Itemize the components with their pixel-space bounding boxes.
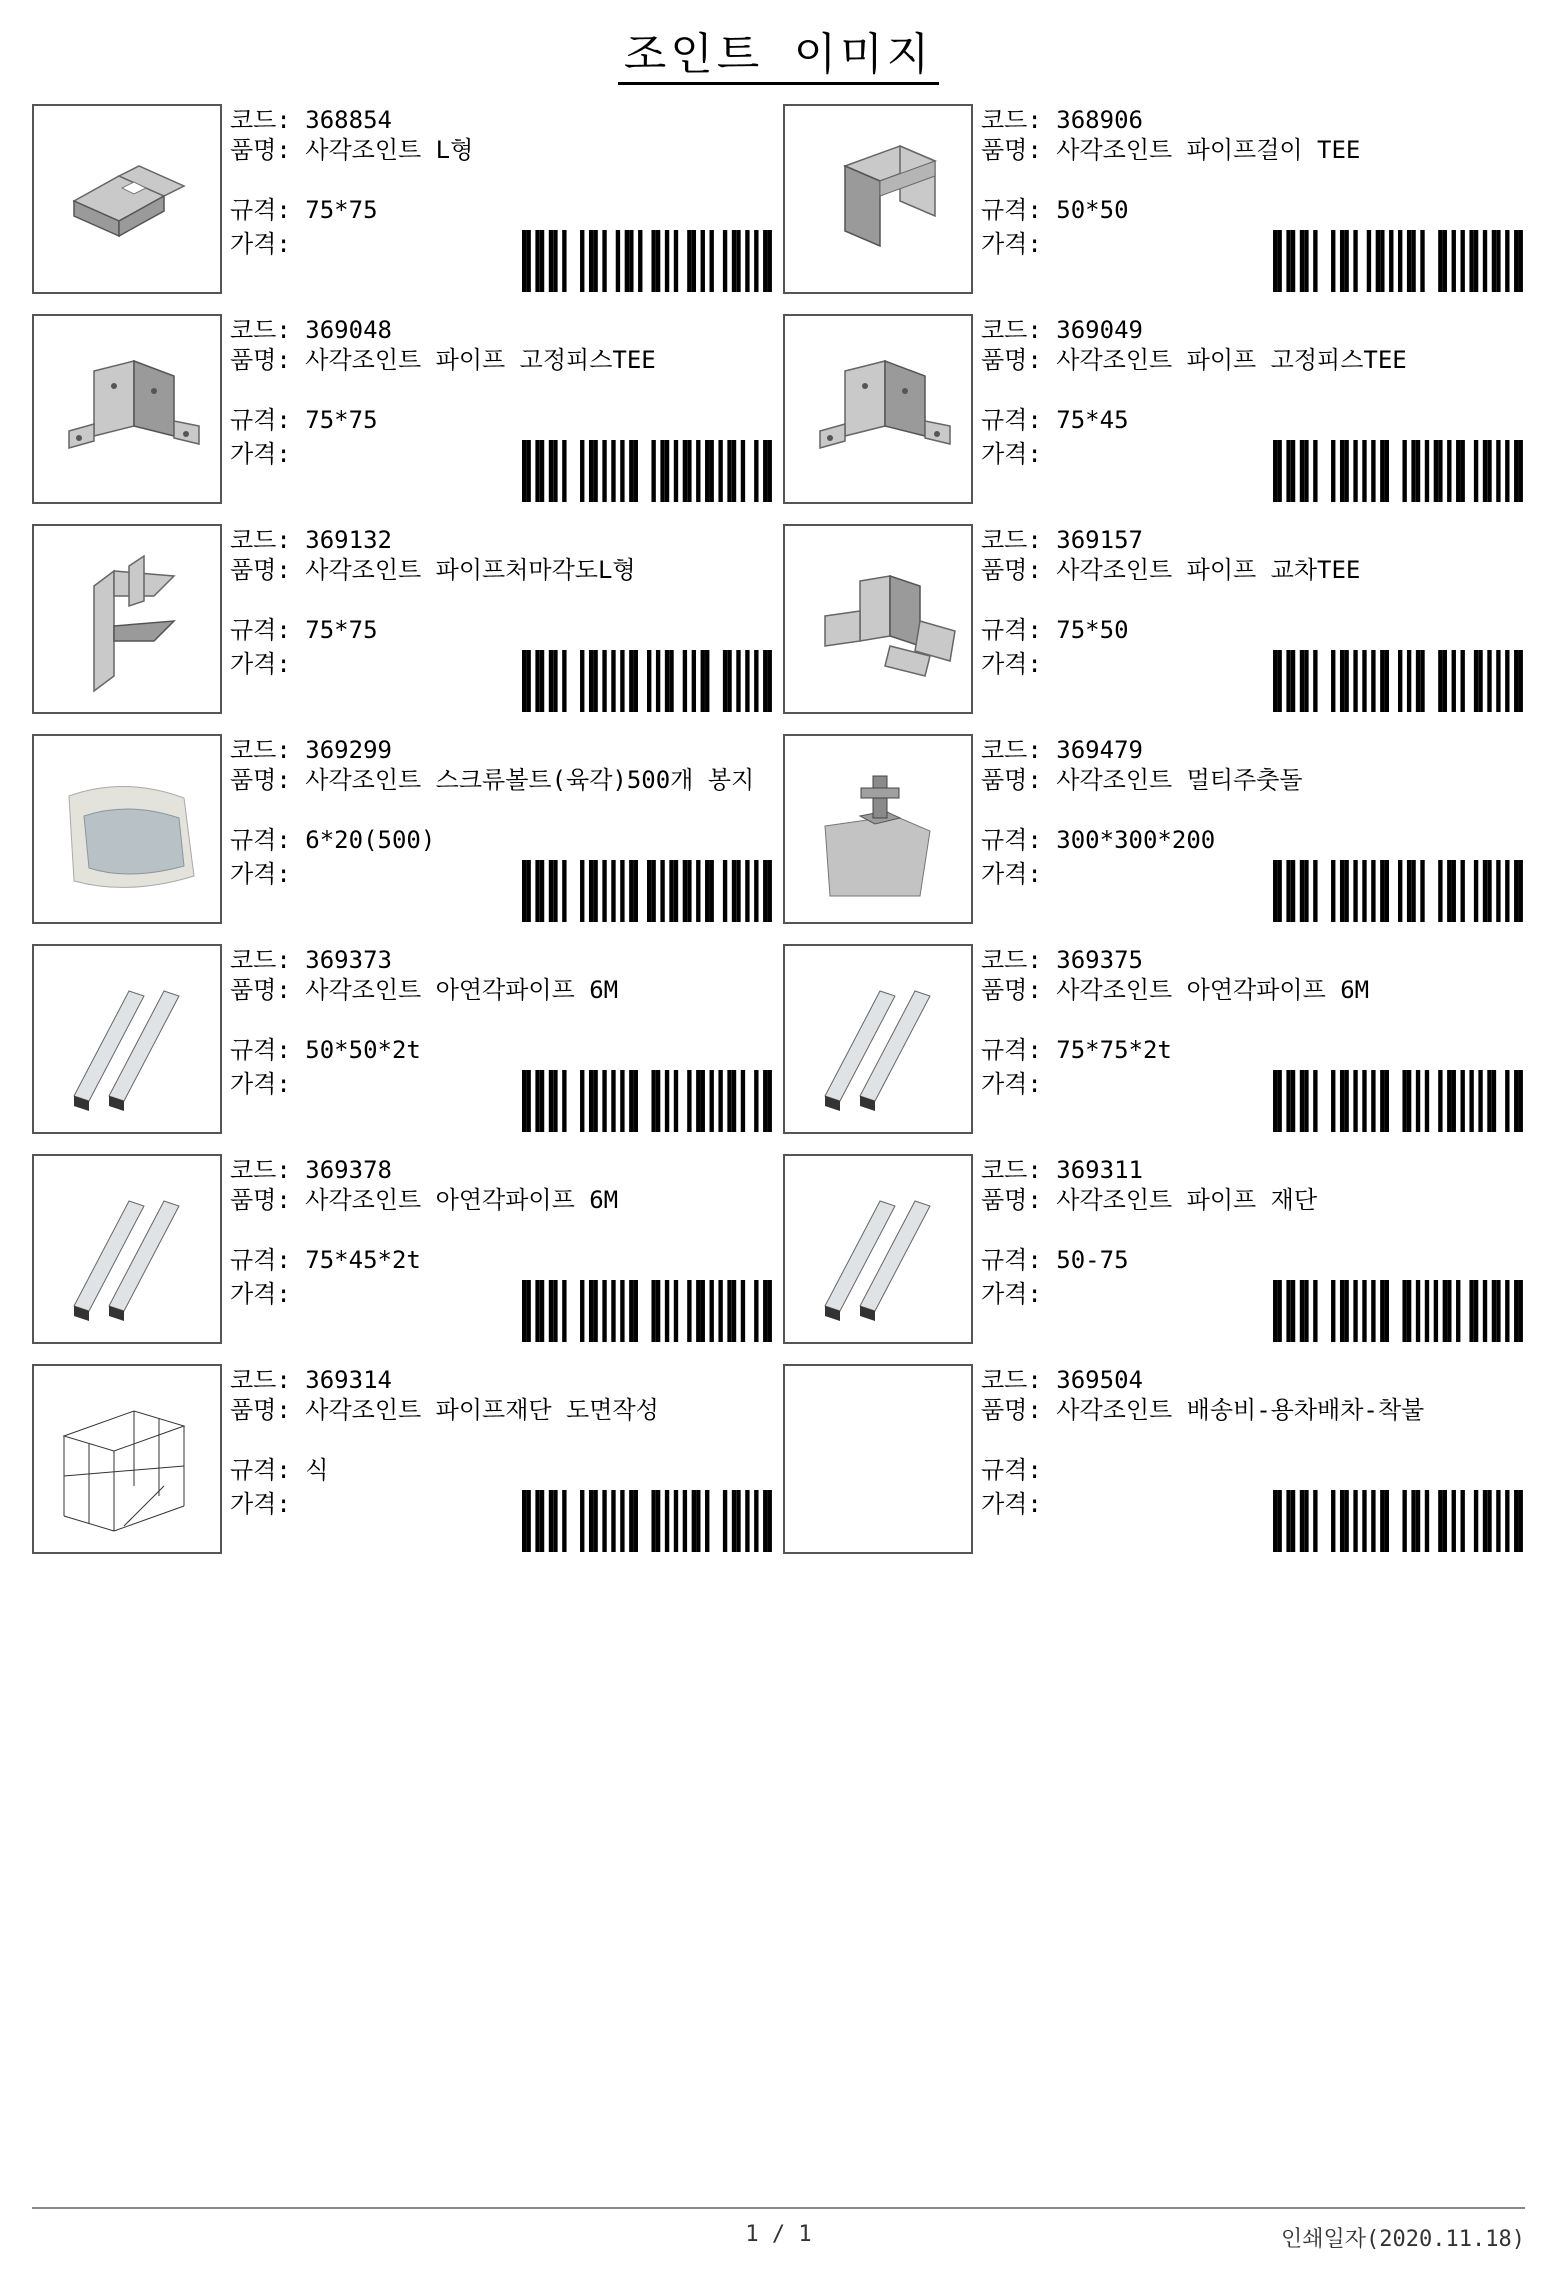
spec-row: [230, 826, 435, 854]
product-card: [783, 1364, 1523, 1554]
product-card: [32, 104, 772, 294]
barcode: [1273, 1070, 1523, 1132]
product-card: [32, 734, 772, 924]
name-label: 품명:: [230, 556, 291, 584]
price-label: 가격:: [230, 860, 291, 888]
spec-value: 75*75: [305, 406, 378, 434]
price-label: 가격:: [230, 650, 291, 678]
spec-row: [230, 196, 378, 224]
cross-tee-icon: [785, 526, 971, 712]
spec-value: 식: [305, 1456, 329, 1484]
pipe-hanger-tee-icon: [785, 106, 971, 292]
price-label: 가격:: [981, 1280, 1042, 1308]
code-value: 369314: [305, 1366, 392, 1394]
blank: [785, 1366, 971, 1552]
code-row: [981, 946, 1143, 974]
name-row: [230, 1396, 659, 1424]
product-card: [32, 314, 772, 504]
spec-label: 규격:: [981, 1456, 1042, 1484]
product-card: [32, 944, 772, 1134]
product-image: [783, 1154, 973, 1344]
name-row: [230, 976, 618, 1004]
code-row: [230, 1366, 392, 1394]
code-label: 코드:: [230, 316, 291, 344]
code-label: 코드:: [981, 736, 1042, 764]
spec-label: 규격:: [981, 196, 1042, 224]
eave-angle-l-icon: [34, 526, 220, 712]
product-card: [783, 104, 1523, 294]
spec-row: [230, 1036, 421, 1064]
product-card: [783, 524, 1523, 714]
barcode: [522, 440, 772, 502]
price-label: 가격:: [230, 1280, 291, 1308]
barcode: [1273, 650, 1523, 712]
name-row: [981, 346, 1521, 374]
name-value: 사각조인트 파이프재단 도면작성: [305, 1396, 659, 1424]
code-row: [981, 1366, 1143, 1394]
product-card: [783, 314, 1523, 504]
name-value: 사각조인트 파이프 고정피스TEE: [1056, 346, 1407, 374]
spec-value: 50*50*2t: [305, 1036, 421, 1064]
name-label: 품명:: [981, 556, 1042, 584]
name-label: 품명:: [981, 766, 1042, 794]
spec-label: 규격:: [230, 616, 291, 644]
name-value: 사각조인트 아연각파이프 6M: [305, 976, 619, 1004]
spec-label: 규격:: [230, 196, 291, 224]
square-pipe-icon: [34, 1156, 220, 1342]
spec-label: 규격:: [230, 1246, 291, 1274]
price-row: [981, 860, 1042, 888]
code-value: 369048: [305, 316, 392, 344]
fixing-tee-icon: [785, 316, 971, 502]
spec-row: [981, 616, 1129, 644]
spec-label: 규격:: [230, 406, 291, 434]
product-image: [783, 524, 973, 714]
screw-bag-icon: [34, 736, 220, 922]
foundation-stone-icon: [785, 736, 971, 922]
name-label: 품명:: [981, 136, 1042, 164]
code-label: 코드:: [230, 526, 291, 554]
price-row: [981, 230, 1042, 258]
price-row: [230, 860, 291, 888]
spec-label: 규격:: [981, 1246, 1042, 1274]
product-image: [32, 104, 222, 294]
name-value: 사각조인트 아연각파이프 6M: [1056, 976, 1370, 1004]
spec-label: 규격:: [981, 616, 1042, 644]
barcode: [522, 650, 772, 712]
barcode: [1273, 1490, 1523, 1552]
price-row: [230, 230, 291, 258]
spec-label: 규격:: [230, 1036, 291, 1064]
name-value: 사각조인트 배송비-용차배차-착불: [1056, 1396, 1425, 1424]
code-value: 369504: [1056, 1366, 1143, 1394]
spec-label: 규격:: [981, 1036, 1042, 1064]
price-label: 가격:: [230, 230, 291, 258]
code-row: [230, 106, 392, 134]
page-number: 1 / 1: [745, 2222, 812, 2247]
spec-value: 75*75*2t: [1056, 1036, 1172, 1064]
code-value: 369157: [1056, 526, 1143, 554]
code-row: [230, 946, 392, 974]
spec-row: [230, 1456, 328, 1484]
name-row: [230, 136, 473, 164]
spec-label: 규격:: [230, 826, 291, 854]
spec-value: 300*300*200: [1056, 826, 1216, 854]
price-row: [230, 1490, 291, 1518]
name-label: 품명:: [230, 976, 291, 1004]
name-label: 품명:: [981, 1396, 1042, 1424]
name-value: 사각조인트 파이프걸이 TEE: [1056, 136, 1361, 164]
name-value: 사각조인트 아연각파이프 6M: [305, 1186, 619, 1214]
price-label: 가격:: [981, 650, 1042, 678]
fixing-tee-icon: [34, 316, 220, 502]
name-value: 사각조인트 파이프 교차TEE: [1056, 556, 1361, 584]
name-value: 사각조인트 멀티주춧돌: [1056, 766, 1303, 794]
product-image: [783, 314, 973, 504]
page-title: [0, 18, 1557, 82]
product-image: [783, 944, 973, 1134]
spec-row: [230, 406, 378, 434]
barcode: [1273, 230, 1523, 292]
spec-row: [981, 1246, 1129, 1274]
code-value: 369373: [305, 946, 392, 974]
code-value: 369479: [1056, 736, 1143, 764]
spec-label: 규격:: [981, 826, 1042, 854]
product-card: [32, 1154, 772, 1344]
spec-label: 규격:: [230, 1456, 291, 1484]
spec-row: [981, 196, 1129, 224]
code-label: 코드:: [230, 1156, 291, 1184]
product-image: [783, 104, 973, 294]
code-row: [230, 316, 392, 344]
name-row: [981, 136, 1360, 164]
name-row: [981, 556, 1360, 584]
code-row: [981, 316, 1143, 344]
product-image: [32, 734, 222, 924]
name-label: 품명:: [230, 136, 291, 164]
code-value: 369049: [1056, 316, 1143, 344]
name-label: 품명:: [981, 346, 1042, 374]
product-image: [32, 944, 222, 1134]
spec-row: [981, 406, 1129, 434]
code-label: 코드:: [981, 316, 1042, 344]
code-value: 369311: [1056, 1156, 1143, 1184]
name-row: [981, 1396, 1521, 1424]
code-row: [981, 526, 1143, 554]
product-card: [783, 1154, 1523, 1344]
name-label: 품명:: [230, 346, 291, 374]
name-row: [230, 346, 770, 374]
product-image: [32, 524, 222, 714]
price-label: 가격:: [230, 1070, 291, 1098]
name-label: 품명:: [981, 976, 1042, 1004]
price-row: [981, 1070, 1042, 1098]
name-value: 사각조인트 L형: [305, 136, 474, 164]
code-value: 369375: [1056, 946, 1143, 974]
name-row: [981, 766, 1303, 794]
spec-value: 75*50: [1056, 616, 1129, 644]
l-joint-icon: [34, 106, 220, 292]
spec-value: 75*45: [1056, 406, 1129, 434]
code-label: 코드:: [981, 1366, 1042, 1394]
square-pipe-icon: [34, 946, 220, 1132]
spec-row: [981, 1456, 1042, 1484]
price-row: [230, 1280, 291, 1308]
name-value: 사각조인트 파이프처마각도L형: [305, 556, 636, 584]
name-row: [230, 556, 636, 584]
code-label: 코드:: [230, 1366, 291, 1394]
code-label: 코드:: [981, 1156, 1042, 1184]
spec-row: [230, 616, 378, 644]
spec-label: 규격:: [981, 406, 1042, 434]
price-label: 가격:: [981, 860, 1042, 888]
footer-divider: [32, 2207, 1525, 2209]
price-row: [981, 1490, 1042, 1518]
print-date: 인쇄일자(2020.11.18): [1281, 2227, 1525, 2252]
spec-value: 75*45*2t: [305, 1246, 421, 1274]
barcode: [1273, 860, 1523, 922]
name-row: [230, 766, 770, 794]
code-value: 369299: [305, 736, 392, 764]
price-label: 가격:: [981, 1070, 1042, 1098]
page-title-text: 조인트 이미지: [618, 29, 940, 85]
name-row: [230, 1186, 618, 1214]
barcode: [522, 1070, 772, 1132]
barcode: [1273, 440, 1523, 502]
spec-value: 50*50: [1056, 196, 1129, 224]
code-row: [230, 1156, 392, 1184]
product-image: [783, 734, 973, 924]
code-value: 368854: [305, 106, 392, 134]
barcode: [522, 860, 772, 922]
code-label: 코드:: [981, 526, 1042, 554]
name-row: [981, 976, 1369, 1004]
price-label: 가격:: [981, 1490, 1042, 1518]
structure-drawing-icon: [34, 1366, 220, 1552]
code-value: 368906: [1056, 106, 1143, 134]
spec-value: 6*20(500): [305, 826, 436, 854]
square-pipe-icon: [785, 1156, 971, 1342]
price-row: [230, 650, 291, 678]
spec-row: [230, 1246, 421, 1274]
barcode: [522, 1490, 772, 1552]
product-card: [32, 1364, 772, 1554]
code-row: [981, 106, 1143, 134]
square-pipe-icon: [785, 946, 971, 1132]
product-image: [32, 314, 222, 504]
name-label: 품명:: [230, 1396, 291, 1424]
spec-value: 50-75: [1056, 1246, 1129, 1274]
code-label: 코드:: [230, 736, 291, 764]
price-row: [230, 440, 291, 468]
name-value: 사각조인트 파이프 재단: [1056, 1186, 1318, 1214]
price-label: 가격:: [981, 230, 1042, 258]
code-label: 코드:: [981, 106, 1042, 134]
barcode: [522, 230, 772, 292]
product-card: [32, 524, 772, 714]
spec-value: 75*75: [305, 616, 378, 644]
code-value: 369378: [305, 1156, 392, 1184]
code-row: [230, 736, 392, 764]
price-row: [230, 1070, 291, 1098]
code-row: [230, 526, 392, 554]
code-value: 369132: [305, 526, 392, 554]
code-label: 코드:: [981, 946, 1042, 974]
spec-value: 75*75: [305, 196, 378, 224]
price-label: 가격:: [230, 1490, 291, 1518]
price-label: 가격:: [981, 440, 1042, 468]
price-row: [981, 440, 1042, 468]
code-label: 코드:: [230, 106, 291, 134]
name-label: 품명:: [981, 1186, 1042, 1214]
spec-row: [981, 1036, 1172, 1064]
name-label: 품명:: [230, 1186, 291, 1214]
name-row: [981, 1186, 1317, 1214]
spec-row: [981, 826, 1215, 854]
code-row: [981, 736, 1143, 764]
price-label: 가격:: [230, 440, 291, 468]
barcode: [1273, 1280, 1523, 1342]
code-row: [981, 1156, 1143, 1184]
code-label: 코드:: [230, 946, 291, 974]
product-image: [32, 1364, 222, 1554]
product-card: [783, 734, 1523, 924]
price-row: [981, 650, 1042, 678]
price-row: [981, 1280, 1042, 1308]
product-card: [783, 944, 1523, 1134]
name-value: 사각조인트 스크류볼트(육각)500개 봉지: [305, 766, 755, 794]
name-label: 품명:: [230, 766, 291, 794]
name-value: 사각조인트 파이프 고정피스TEE: [305, 346, 656, 374]
barcode: [522, 1280, 772, 1342]
product-image: [32, 1154, 222, 1344]
product-image: [783, 1364, 973, 1554]
